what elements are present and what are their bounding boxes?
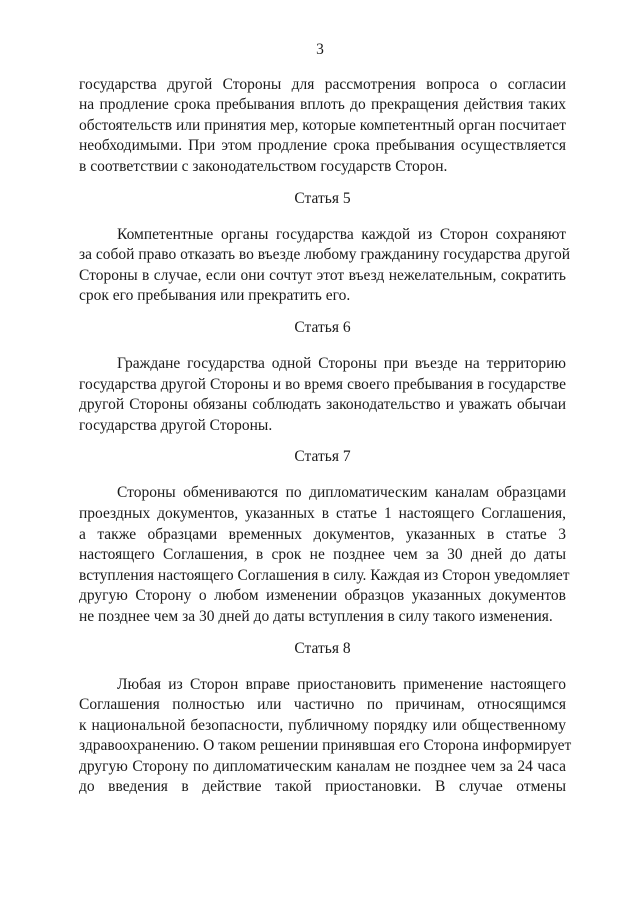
text-line: проездных документов, указанных в статье 1 настоящего Соглашения,	[79, 504, 566, 522]
document-body	[79, 75, 572, 798]
article-8	[79, 639, 572, 799]
text-line: на продление срока пребывания вплоть до прекращения действия таких	[79, 96, 566, 114]
text-line: за собой право отказать во въезде любому гражданину государства другой	[79, 246, 571, 264]
text-line: до введения в действие такой приостановки. В случае отмены	[79, 778, 566, 796]
paragraph-continuation	[79, 75, 566, 178]
text-line: Любая из Сторон вправе приостановить применение настоящего	[117, 675, 566, 693]
text-line: другой Стороны обязаны соблюдать законодательство и уважать обычаи	[79, 396, 566, 414]
article-heading: Статья 5	[294, 189, 351, 207]
paragraph	[79, 225, 571, 307]
text-line: здравоохранению. О таком решении принявшая его Сторона информирует	[79, 737, 572, 755]
text-line: вступления настоящего Соглашения в силу. Каждая из Сторон уведомляет	[79, 566, 570, 584]
text-line: Граждане государства одной Стороны при въезде на территорию	[117, 355, 566, 372]
text-line: в соответствии с законодательством государств Сторон.	[79, 158, 448, 176]
text-line: Компетентные органы государства каждой из Сторон сохраняют	[117, 225, 566, 243]
text-line: а также образцами временных документов, указанных в статье 3	[79, 525, 566, 543]
article-heading: Статья 7	[294, 448, 351, 466]
article-7	[79, 447, 570, 627]
text-line: Стороны обмениваются по дипломатическим каналам образцами	[117, 484, 566, 502]
text-line: обстоятельств или принятия мер, которые компетентный орган посчитает	[79, 116, 567, 134]
text-line: другую Сторону по дипломатическим каналам не позднее чем за 24 часа	[79, 757, 566, 775]
text-line: к национальной безопасности, публичному порядку или общественному	[79, 716, 566, 734]
text-line: государства другой Стороны.	[79, 416, 273, 434]
text-line: срок его пребывания или прекратить его.	[79, 287, 351, 305]
paragraph	[79, 354, 566, 436]
text-line: государства другой Стороны и во время своего пребывания в государстве	[79, 375, 566, 393]
article-5	[79, 189, 571, 307]
text-line: государства другой Стороны для рассмотрения вопроса о согласии	[79, 75, 566, 93]
paragraph	[79, 675, 572, 799]
text-line: другую Сторону о любом изменении образцов указанных документов	[79, 587, 566, 605]
article-6	[79, 318, 566, 436]
article-heading: Статья 6	[294, 319, 351, 337]
text-line: Стороны в случае, если они сочтут этот въезд нежелательным, сократить	[79, 266, 566, 284]
text-line: необходимыми. При этом продление срока пребывания осуществляется	[79, 137, 566, 155]
article-heading: Статья 8	[294, 639, 351, 657]
text-line: настоящего Соглашения, в срок не позднее чем за 30 дней до даты	[79, 546, 566, 564]
text-line: Соглашения полностью или частично по причинам, относящимся	[79, 696, 566, 714]
page-number: 3	[316, 41, 324, 58]
text-line: не позднее чем за 30 дней до даты вступления в силу такого изменения.	[79, 607, 553, 625]
paragraph	[79, 483, 570, 627]
